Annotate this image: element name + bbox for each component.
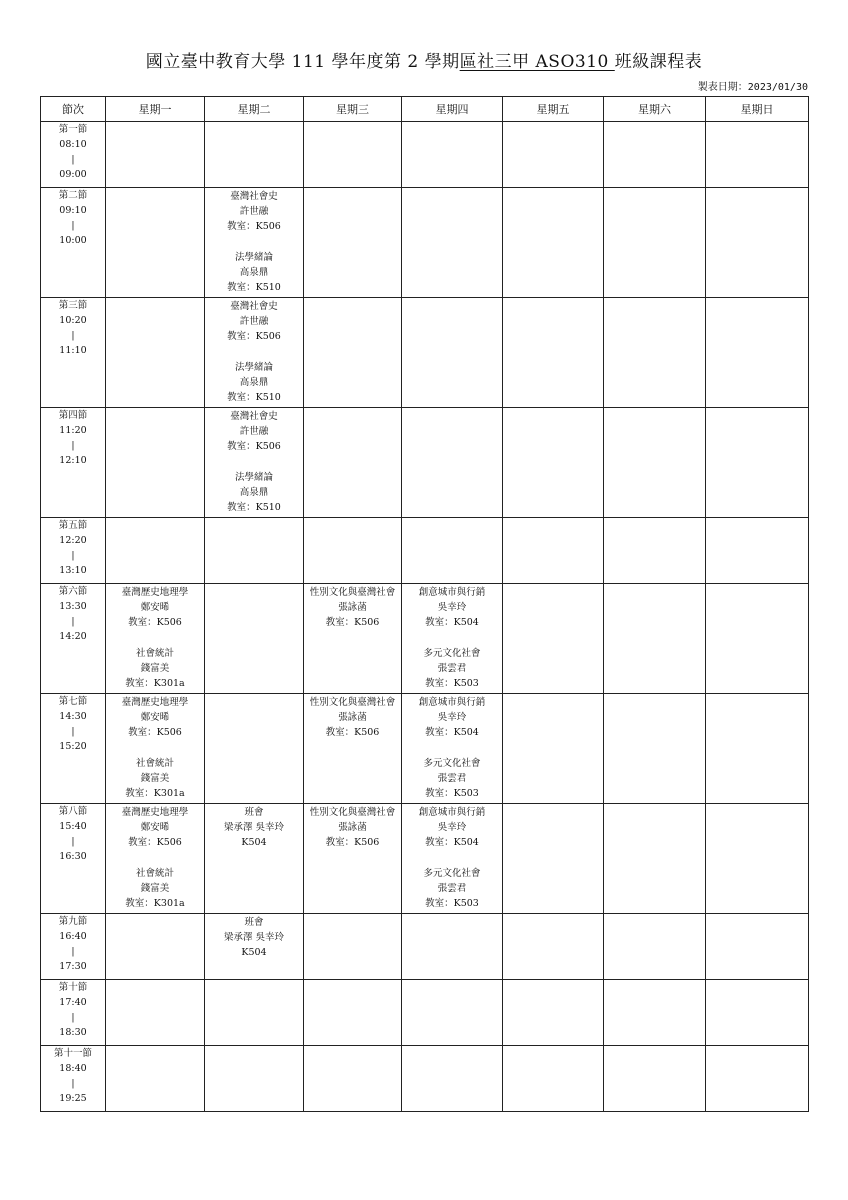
course-room: 教室：K504 bbox=[425, 837, 479, 848]
course-name: 社會統計 bbox=[135, 758, 174, 769]
course-room: 教室：K503 bbox=[425, 678, 479, 689]
schedule-cell bbox=[205, 584, 304, 694]
table-row bbox=[41, 1046, 809, 1112]
course-room: 教室：K503 bbox=[425, 788, 479, 799]
schedule-cell bbox=[304, 188, 402, 298]
title-class-code: 區社三甲 ASO310 bbox=[459, 52, 615, 72]
period-period: 第七節 bbox=[58, 696, 88, 707]
schedule-cell bbox=[205, 408, 304, 518]
course-entry bbox=[402, 694, 502, 740]
column-header-day: 星期日 bbox=[706, 97, 809, 122]
period-sep: | bbox=[71, 440, 75, 451]
column-header-day: 星期六 bbox=[604, 97, 706, 122]
course-name: 臺灣歷史地理學 bbox=[121, 807, 189, 818]
print-date: 製表日期：2023/01/30 bbox=[697, 82, 808, 93]
course-teacher: 錢富美 bbox=[140, 773, 170, 784]
schedule-cell bbox=[205, 298, 304, 408]
course-teacher: 鄭安晞 bbox=[140, 602, 170, 613]
period-start: 10:20 bbox=[59, 315, 87, 326]
period-end: 19:25 bbox=[59, 1093, 87, 1104]
table-row bbox=[41, 584, 809, 694]
period-end: 11:10 bbox=[59, 345, 87, 356]
schedule-cell bbox=[205, 804, 304, 914]
table-row bbox=[41, 694, 809, 804]
course-room: K504 bbox=[241, 837, 267, 848]
schedule-cell bbox=[402, 980, 503, 1046]
schedule-cell bbox=[106, 804, 205, 914]
period-start: 09:10 bbox=[59, 205, 87, 216]
course-entry bbox=[205, 469, 303, 515]
table-row bbox=[41, 408, 809, 518]
course-room: 教室：K506 bbox=[325, 727, 380, 738]
schedule-cell bbox=[706, 408, 809, 518]
header-row bbox=[41, 97, 809, 122]
course-teacher: 梁承澤 吳幸玲 bbox=[223, 822, 285, 833]
schedule-cell bbox=[106, 122, 205, 188]
schedule-cell bbox=[304, 298, 402, 408]
schedule-cell bbox=[402, 408, 503, 518]
schedule-cell bbox=[604, 298, 706, 408]
schedule-cell bbox=[604, 694, 706, 804]
period-period: 第八節 bbox=[58, 806, 88, 817]
period-start: 17:40 bbox=[59, 997, 87, 1008]
period-period: 第六節 bbox=[58, 586, 88, 597]
course-name: 創意城市與行銷 bbox=[418, 587, 486, 598]
schedule-cell bbox=[205, 518, 304, 584]
period-sep: | bbox=[71, 220, 75, 231]
schedule-cell bbox=[503, 518, 604, 584]
course-room: 教室：K301a bbox=[125, 678, 185, 689]
course-teacher: 鄭安晞 bbox=[140, 712, 170, 723]
schedule-cell bbox=[304, 980, 402, 1046]
course-teacher: 張雲君 bbox=[437, 773, 467, 784]
schedule-cell bbox=[402, 518, 503, 584]
period-start: 11:20 bbox=[59, 425, 87, 436]
course-room: 教室：K301a bbox=[125, 898, 185, 909]
course-name: 臺灣歷史地理學 bbox=[121, 697, 189, 708]
schedule-cell bbox=[604, 408, 706, 518]
schedule-cell bbox=[604, 518, 706, 584]
period-sep: | bbox=[71, 550, 75, 561]
course-room: 教室：K506 bbox=[227, 441, 281, 452]
period-cell bbox=[41, 408, 106, 518]
course-entry bbox=[106, 645, 204, 691]
course-name: 創意城市與行銷 bbox=[418, 807, 486, 818]
period-cell bbox=[41, 518, 106, 584]
column-header-day: 星期五 bbox=[503, 97, 604, 122]
period-sep: | bbox=[71, 836, 75, 847]
course-teacher: 張雲君 bbox=[437, 663, 467, 674]
period-cell bbox=[41, 980, 106, 1046]
schedule-cell bbox=[503, 914, 604, 980]
course-name: 臺灣社會史 bbox=[230, 191, 278, 202]
course-room: 教室：K503 bbox=[425, 898, 479, 909]
schedule-cell bbox=[503, 1046, 604, 1112]
course-teacher: 許世融 bbox=[239, 316, 269, 327]
course-room: 教室：K506 bbox=[325, 617, 380, 628]
course-name: 創意城市與行銷 bbox=[418, 697, 486, 708]
schedule-cell bbox=[604, 914, 706, 980]
course-entry bbox=[106, 755, 204, 801]
title-prefix: 國立臺中教育大學 111 學年度第 2 學期 bbox=[145, 52, 460, 72]
schedule-cell bbox=[304, 408, 402, 518]
period-end: 13:10 bbox=[59, 565, 87, 576]
course-entry bbox=[205, 914, 303, 960]
timetable bbox=[40, 96, 809, 1112]
course-room: 教室：K506 bbox=[128, 837, 182, 848]
course-teacher: 高泉鼎 bbox=[239, 487, 269, 498]
schedule-cell bbox=[106, 1046, 205, 1112]
course-entry bbox=[106, 694, 204, 740]
schedule-cell bbox=[604, 188, 706, 298]
course-room: 教室：K510 bbox=[227, 502, 281, 513]
schedule-cell bbox=[402, 914, 503, 980]
course-room: 教室：K506 bbox=[325, 837, 380, 848]
schedule-cell bbox=[503, 980, 604, 1046]
period-end: 18:30 bbox=[59, 1027, 87, 1038]
schedule-cell bbox=[706, 980, 809, 1046]
course-name: 臺灣歷史地理學 bbox=[121, 587, 189, 598]
course-name: 班會 bbox=[244, 807, 264, 818]
period-cell bbox=[41, 804, 106, 914]
column-header-day: 星期三 bbox=[304, 97, 402, 122]
course-name: 臺灣社會史 bbox=[230, 411, 278, 422]
period-sep: | bbox=[71, 616, 75, 627]
course-name: 性別文化與臺灣社會 bbox=[309, 587, 396, 598]
period-end: 16:30 bbox=[59, 851, 87, 862]
period-start: 16:40 bbox=[59, 931, 87, 942]
schedule-cell bbox=[402, 584, 503, 694]
period-end: 14:20 bbox=[59, 631, 87, 642]
period-cell bbox=[41, 188, 106, 298]
period-start: 13:30 bbox=[59, 601, 87, 612]
schedule-cell bbox=[604, 122, 706, 188]
schedule-cell bbox=[402, 804, 503, 914]
schedule-cell bbox=[304, 1046, 402, 1112]
period-start: 15:40 bbox=[59, 821, 87, 832]
course-name: 社會統計 bbox=[135, 648, 174, 659]
course-room: 教室：K506 bbox=[128, 727, 182, 738]
course-teacher: 張雲君 bbox=[437, 883, 467, 894]
schedule-cell bbox=[706, 804, 809, 914]
schedule-cell bbox=[304, 804, 402, 914]
schedule-cell bbox=[106, 298, 205, 408]
schedule-cell bbox=[402, 122, 503, 188]
schedule-cell bbox=[304, 584, 402, 694]
course-entry bbox=[205, 298, 303, 344]
course-name: 社會統計 bbox=[135, 868, 174, 879]
course-name: 多元文化社會 bbox=[423, 648, 481, 659]
period-end: 12:10 bbox=[59, 455, 87, 466]
course-teacher: 吳幸玲 bbox=[437, 602, 467, 613]
schedule-cell bbox=[304, 122, 402, 188]
course-name: 性別文化與臺灣社會 bbox=[309, 807, 396, 818]
page-title bbox=[0, 47, 848, 72]
schedule-cell bbox=[706, 584, 809, 694]
table-row bbox=[41, 914, 809, 980]
course-entry bbox=[205, 249, 303, 295]
period-period: 第十一節 bbox=[53, 1048, 92, 1059]
period-period: 第三節 bbox=[58, 300, 88, 311]
period-period: 第九節 bbox=[58, 916, 88, 927]
course-entry bbox=[205, 359, 303, 405]
schedule-cell bbox=[706, 914, 809, 980]
table-row bbox=[41, 122, 809, 188]
period-start: 14:30 bbox=[59, 711, 87, 722]
schedule-cell bbox=[106, 518, 205, 584]
schedule-cell bbox=[205, 694, 304, 804]
schedule-cell bbox=[106, 408, 205, 518]
course-name: 法學緒論 bbox=[234, 252, 273, 263]
course-name: 性別文化與臺灣社會 bbox=[309, 697, 396, 708]
table-row bbox=[41, 188, 809, 298]
schedule-cell bbox=[402, 298, 503, 408]
period-sep: | bbox=[71, 154, 75, 165]
course-name: 多元文化社會 bbox=[423, 868, 481, 879]
period-end: 17:30 bbox=[59, 961, 87, 972]
period-period: 第四節 bbox=[58, 410, 88, 421]
period-cell bbox=[41, 584, 106, 694]
course-name: 多元文化社會 bbox=[423, 758, 481, 769]
course-entry bbox=[205, 408, 303, 454]
course-teacher: 許世融 bbox=[239, 206, 269, 217]
course-name: 班會 bbox=[244, 917, 264, 928]
course-entry bbox=[402, 584, 502, 630]
period-cell bbox=[41, 914, 106, 980]
course-entry bbox=[304, 804, 401, 850]
course-teacher: 張詠菡 bbox=[338, 602, 367, 613]
period-period: 第一節 bbox=[58, 124, 88, 135]
table-row bbox=[41, 804, 809, 914]
course-teacher: 高泉鼎 bbox=[239, 377, 269, 388]
course-entry bbox=[106, 584, 204, 630]
schedule-cell bbox=[402, 1046, 503, 1112]
period-period: 第五節 bbox=[58, 520, 88, 531]
period-sep: | bbox=[71, 726, 75, 737]
schedule-cell bbox=[503, 298, 604, 408]
schedule-cell bbox=[706, 122, 809, 188]
column-header-day: 星期一 bbox=[106, 97, 205, 122]
course-entry bbox=[402, 865, 502, 911]
course-room: 教室：K301a bbox=[125, 788, 185, 799]
course-entry bbox=[205, 188, 303, 234]
schedule-cell bbox=[205, 188, 304, 298]
period-sep: | bbox=[71, 330, 75, 341]
schedule-cell bbox=[304, 914, 402, 980]
schedule-cell bbox=[503, 584, 604, 694]
schedule-cell bbox=[503, 408, 604, 518]
period-sep: | bbox=[71, 1012, 75, 1023]
course-room: 教室：K510 bbox=[227, 392, 281, 403]
course-entry bbox=[402, 645, 502, 691]
course-name: 臺灣社會史 bbox=[230, 301, 278, 312]
schedule-cell bbox=[706, 694, 809, 804]
column-header-period: 節次 bbox=[41, 97, 106, 122]
schedule-cell bbox=[706, 188, 809, 298]
period-cell bbox=[41, 298, 106, 408]
course-room: 教室：K510 bbox=[227, 282, 281, 293]
schedule-cell bbox=[106, 188, 205, 298]
schedule-cell bbox=[304, 518, 402, 584]
course-teacher: 吳幸玲 bbox=[437, 822, 467, 833]
course-entry bbox=[304, 694, 401, 740]
schedule-cell bbox=[205, 122, 304, 188]
course-room: 教室：K504 bbox=[425, 727, 479, 738]
title-suffix: 班級課程表 bbox=[614, 52, 703, 72]
course-teacher: 錢富美 bbox=[140, 663, 170, 674]
schedule-cell bbox=[205, 980, 304, 1046]
schedule-cell bbox=[106, 584, 205, 694]
course-entry bbox=[304, 584, 401, 630]
period-cell bbox=[41, 694, 106, 804]
course-teacher: 錢富美 bbox=[140, 883, 170, 894]
schedule-cell bbox=[402, 694, 503, 804]
course-room: 教室：K506 bbox=[227, 221, 281, 232]
period-end: 10:00 bbox=[59, 235, 87, 246]
period-end: 15:20 bbox=[59, 741, 87, 752]
schedule-cell bbox=[402, 188, 503, 298]
schedule-cell bbox=[106, 980, 205, 1046]
schedule-cell bbox=[706, 518, 809, 584]
course-entry bbox=[205, 804, 303, 850]
schedule-cell bbox=[604, 804, 706, 914]
table-row bbox=[41, 298, 809, 408]
course-entry bbox=[106, 804, 204, 850]
course-teacher: 張詠菡 bbox=[338, 822, 367, 833]
period-start: 18:40 bbox=[59, 1063, 87, 1074]
schedule-cell bbox=[604, 584, 706, 694]
schedule-cell bbox=[503, 694, 604, 804]
schedule-cell bbox=[604, 1046, 706, 1112]
period-end: 09:00 bbox=[59, 169, 87, 180]
period-cell bbox=[41, 122, 106, 188]
period-cell bbox=[41, 1046, 106, 1112]
schedule-cell bbox=[106, 914, 205, 980]
schedule-cell bbox=[205, 1046, 304, 1112]
period-start: 08:10 bbox=[59, 139, 87, 150]
schedule-cell bbox=[106, 694, 205, 804]
course-teacher: 鄭安晞 bbox=[140, 822, 170, 833]
schedule-cell bbox=[205, 914, 304, 980]
period-sep: | bbox=[71, 946, 75, 957]
course-teacher: 許世融 bbox=[239, 426, 269, 437]
table-row bbox=[41, 518, 809, 584]
course-teacher: 梁承澤 吳幸玲 bbox=[223, 932, 285, 943]
course-teacher: 吳幸玲 bbox=[437, 712, 467, 723]
schedule-cell bbox=[706, 298, 809, 408]
course-entry bbox=[106, 865, 204, 911]
schedule-cell bbox=[503, 804, 604, 914]
period-start: 12:20 bbox=[59, 535, 87, 546]
schedule-cell bbox=[604, 980, 706, 1046]
course-room: 教室：K506 bbox=[227, 331, 281, 342]
course-room: 教室：K504 bbox=[425, 617, 479, 628]
course-entry bbox=[402, 804, 502, 850]
course-name: 法學緒論 bbox=[234, 472, 273, 483]
period-period: 第十節 bbox=[58, 982, 88, 993]
course-teacher: 張詠菡 bbox=[338, 712, 367, 723]
course-room: 教室：K506 bbox=[128, 617, 182, 628]
course-room: K504 bbox=[241, 947, 267, 958]
course-teacher: 高泉鼎 bbox=[239, 267, 269, 278]
course-name: 法學緒論 bbox=[234, 362, 273, 373]
period-sep: | bbox=[71, 1078, 75, 1089]
column-header-day: 星期四 bbox=[402, 97, 503, 122]
period-period: 第二節 bbox=[58, 190, 88, 201]
course-entry bbox=[402, 755, 502, 801]
table-row bbox=[41, 980, 809, 1046]
column-header-day: 星期二 bbox=[205, 97, 304, 122]
schedule-cell bbox=[503, 122, 604, 188]
schedule-cell bbox=[304, 694, 402, 804]
schedule-cell bbox=[503, 188, 604, 298]
schedule-cell bbox=[706, 1046, 809, 1112]
